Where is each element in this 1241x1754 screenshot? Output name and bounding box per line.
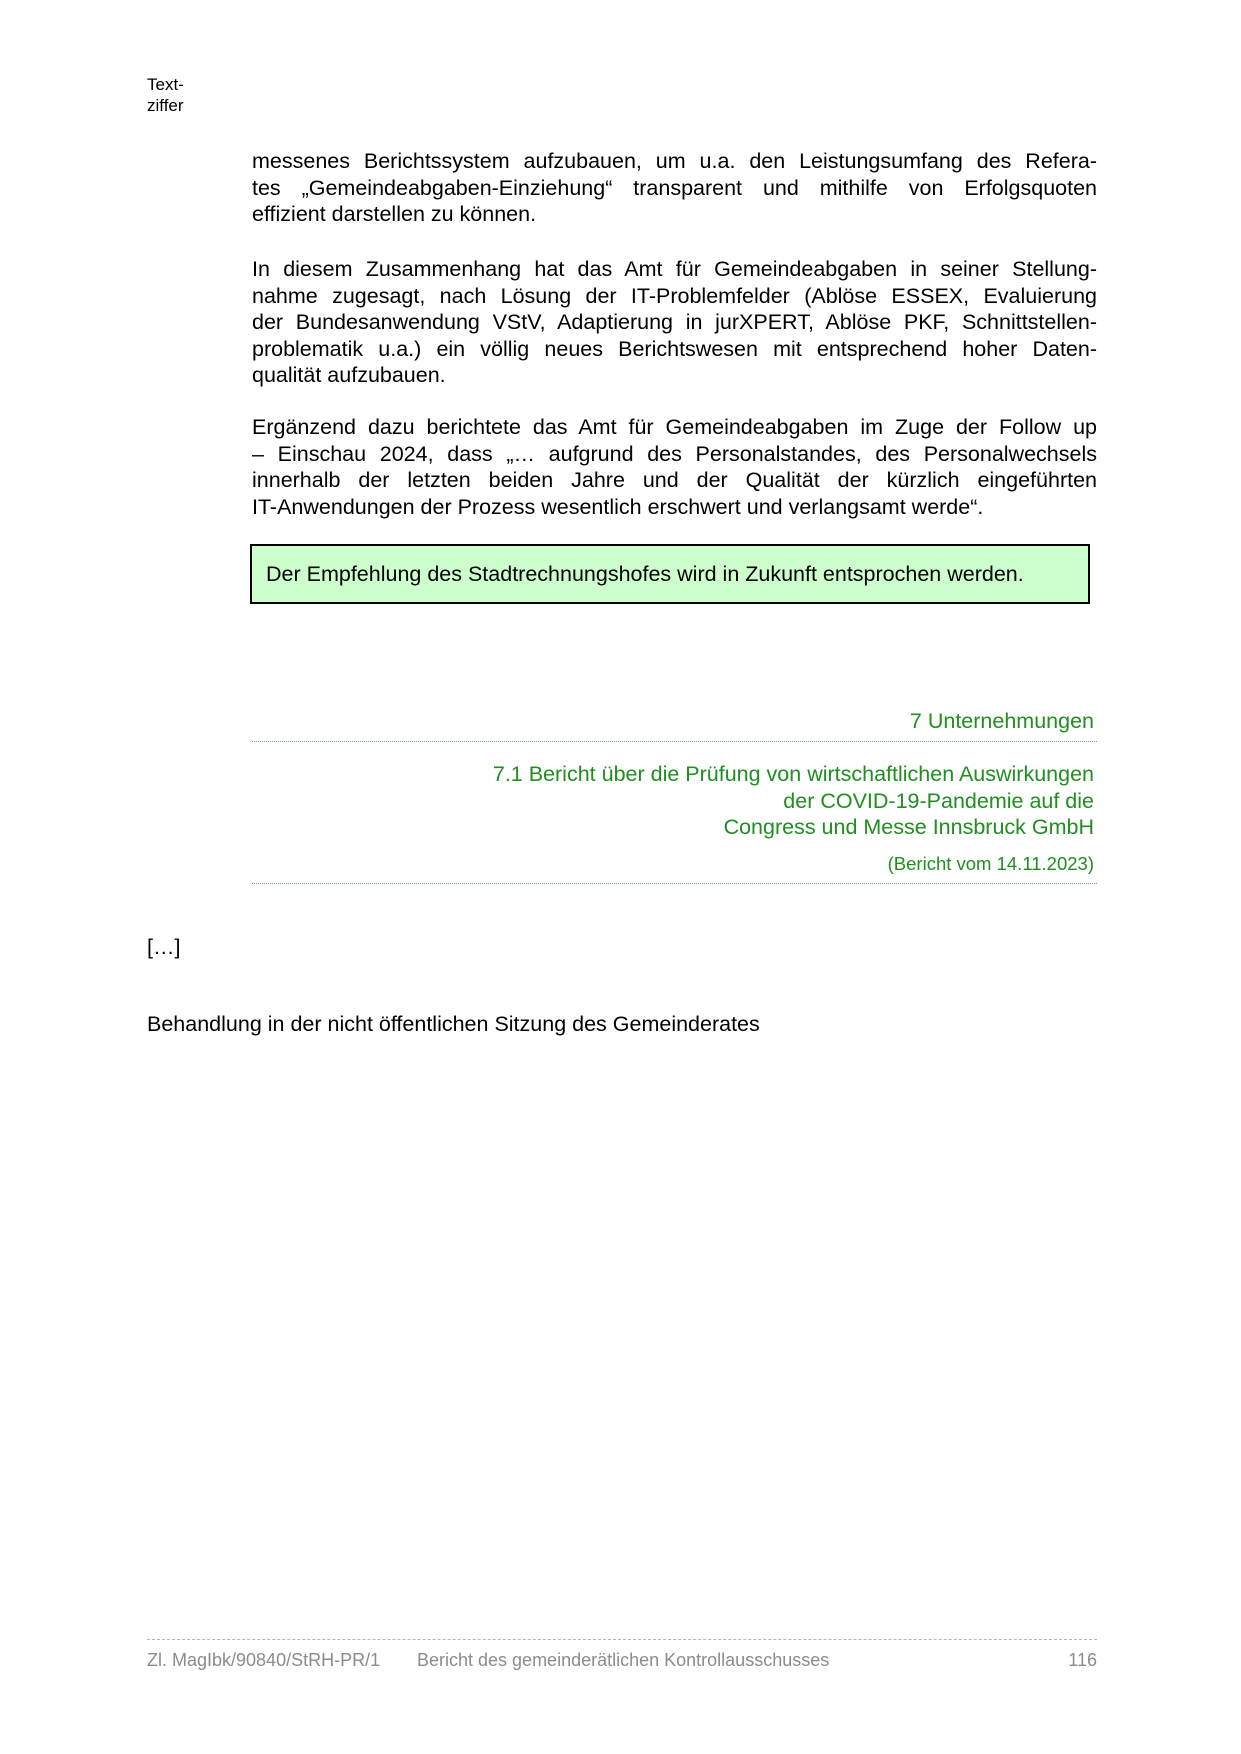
paragraph-line: messenes Berichtssystem aufzubauen, um u.a. den Leistungsumfang des Refera- [252, 149, 1097, 173]
paragraph-statement-commitment [252, 256, 1097, 389]
section-heading: 7 Unternehmungen [909, 709, 1094, 733]
margin-label-line-1: Text- [147, 75, 184, 94]
paragraph-follow-up [252, 414, 1097, 520]
section-divider [252, 741, 1097, 742]
subsection-heading-line-1: 7.1 Bericht über die Prüfung von wirtschaftlichen Auswirkungen [492, 762, 1094, 786]
footer-title: Bericht des gemeinderätlichen Kontrollausschusses [417, 1650, 830, 1670]
subsection-heading-line-2: der COVID-19-Pandemie auf die [783, 788, 1094, 813]
paragraph-reporting-system [252, 148, 1097, 228]
paragraph-line: nahme zugesagt, nach Lösung der IT-Problemfelder (Ablöse ESSEX, Evaluierung [252, 283, 1097, 308]
page-number: 116 [1068, 1650, 1097, 1670]
paragraph-line: der Bundesanwendung VStV, Adaptierung in jurXPERT, Ablöse PKF, Schnittstellen- [252, 310, 1097, 334]
paragraph-line: IT-Anwendungen der Prozess wesentlich erschwert und verlangsamt werde“. [252, 494, 984, 519]
paragraph-line: effizient darstellen zu können. [252, 202, 537, 226]
subsection-heading-line-3: Congress und Messe Innsbruck GmbH [723, 815, 1094, 839]
omission-marker: […] [147, 935, 181, 959]
footer-divider [147, 1639, 1097, 1640]
margin-label-textziffer [147, 74, 184, 116]
treatment-note: Behandlung in der nicht öffentlichen Sitzung des Gemeinderates [147, 1012, 760, 1036]
subsection-heading [493, 761, 1094, 841]
report-date: (Bericht vom 14.11.2023) [887, 853, 1094, 874]
paragraph-line: qualität aufzubauen. [252, 363, 446, 387]
margin-label-line-2: ziffer [147, 96, 184, 115]
paragraph-line: tes „Gemeindeabgaben-Einziehung“ transparent und mithilfe von Erfolgsquoten [252, 175, 1097, 200]
footer-reference: Zl. MagIbk/90840/StRH-PR/1 [147, 1650, 381, 1670]
paragraph-line: Ergänzend dazu berichtete das Amt für Gemeindeabgaben im Zuge der Follow up [252, 415, 1097, 439]
subsection-divider [252, 883, 1097, 884]
recommendation-text: Der Empfehlung des Stadtrechnungshofes wird in Zukunft entsprochen werden. [266, 561, 1024, 586]
paragraph-line: innerhalb der letzten beiden Jahre und der Qualität der kürzlich eingeführten [252, 468, 1097, 492]
paragraph-line: problematik u.a.) ein völlig neues Berichtswesen mit entsprechend hoher Daten- [252, 336, 1097, 361]
paragraph-line: In diesem Zusammenhang hat das Amt für Gemeindeabgaben in seiner Stellung- [252, 257, 1097, 281]
paragraph-line: – Einschau 2024, dass „… aufgrund des Personalstandes, des Personalwechsels [252, 441, 1097, 466]
recommendation-box [250, 544, 1090, 604]
